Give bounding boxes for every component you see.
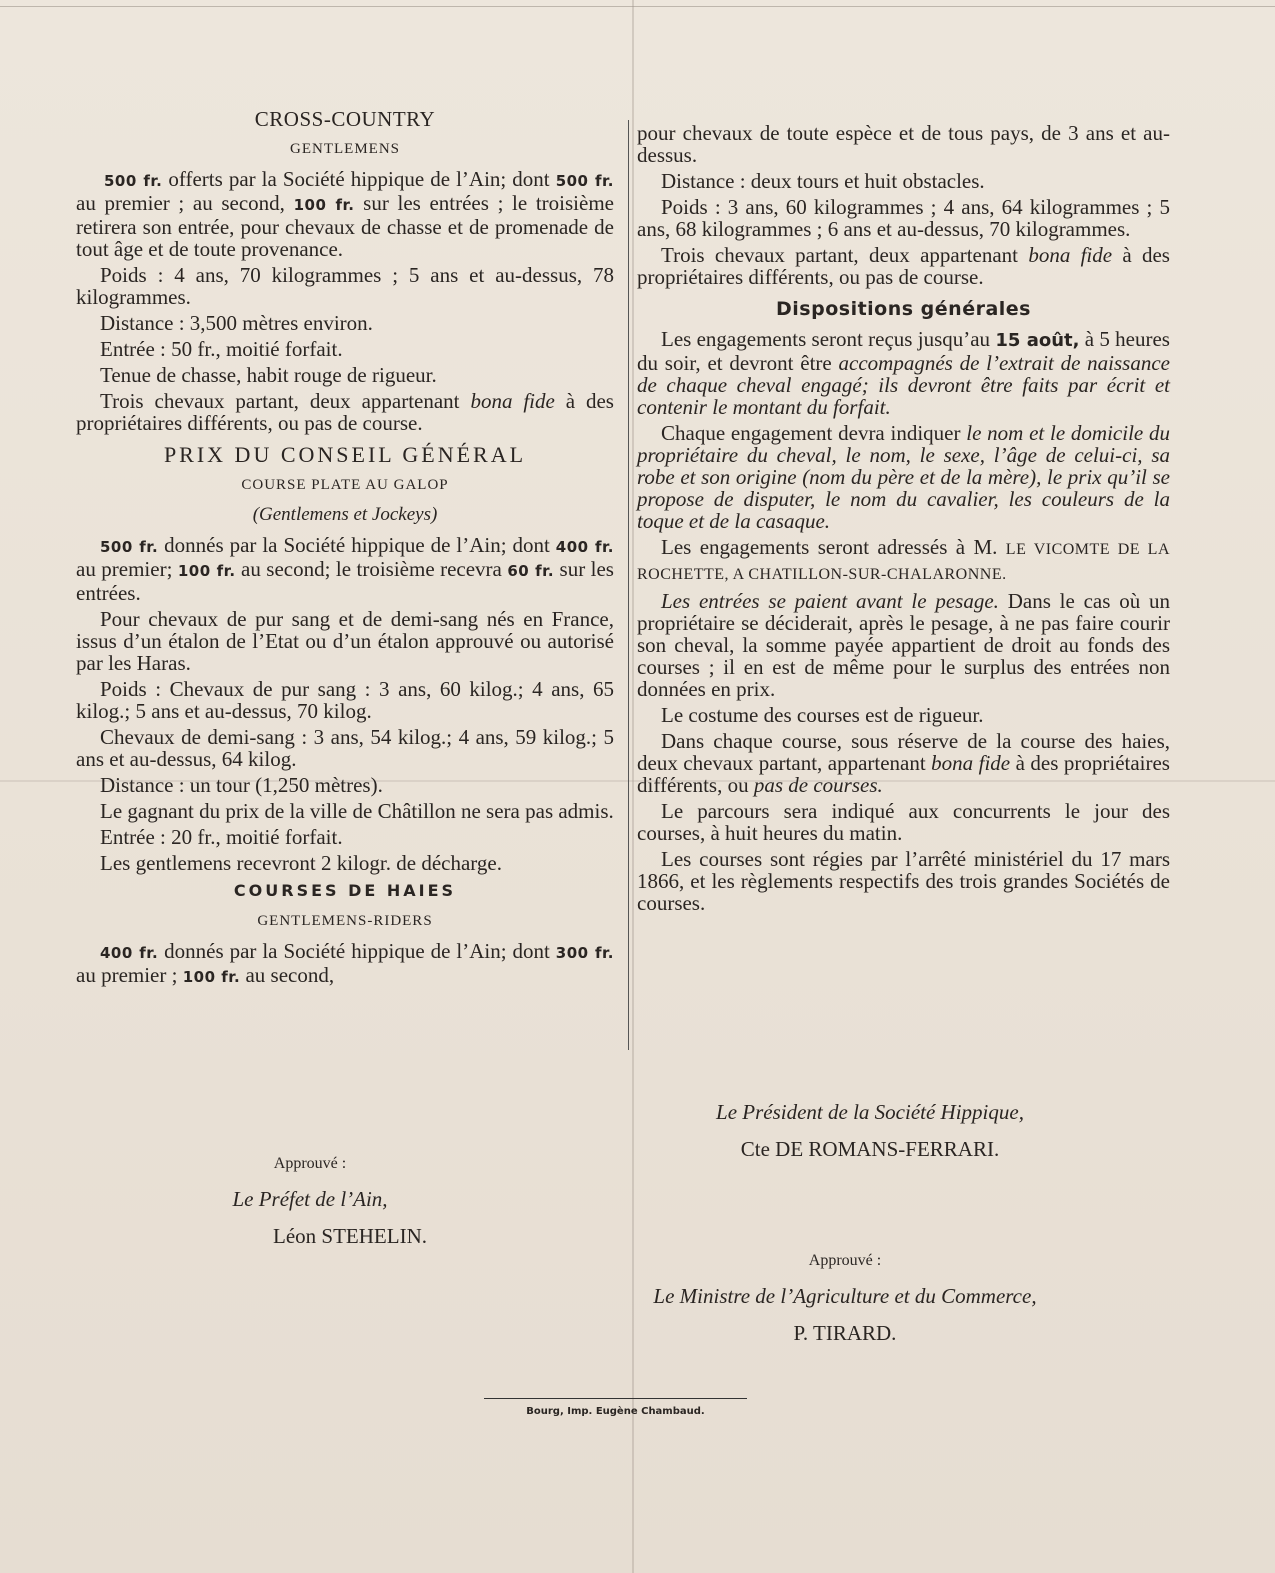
prix-title: PRIX DU CONSEIL GÉNÉRAL <box>163 442 527 467</box>
cross-country-prize: 500 fr. offerts par la Société hippique de l’Ain; dont 500 fr. au premier ; au second, 100 fr. sur les entrées ; le troisième retirera son entrée, pour chevaux de chasse et de promenade de tout âge et de toute provenance. <box>76 167 614 261</box>
disp-address: Les engagements seront adressés à M. LE VICOMTE DE LA ROCHETTE, A CHATILLON-SUR-CHALARONNE. <box>637 535 1171 583</box>
disp-deadline: Les engagements seront reçus jusqu’au 15 août, à 5 heures du soir, et devront être accompagnés de l’extrait de naissance de chaque cheval engagé; ils devront être faits par écrit et contenir le montant du forfait. <box>637 327 1170 419</box>
footer-rule <box>484 1398 747 1399</box>
printer-imprint: Bourg, Imp. Eugène Chambaud. <box>526 1406 705 1417</box>
prix-weights-demi-sang: Chevaux de demi-sang : 3 ans, 54 kilog.; 4 ans, 59 kilog.; 5 ans et au-dessus, 64 kilog. <box>76 725 614 771</box>
ministre-approval-label: Approuvé : <box>808 1252 882 1269</box>
prefet-signature <box>160 1155 460 1249</box>
haies-distance: Distance : deux tours et huit obstacles. <box>661 169 985 193</box>
president-signature <box>660 1100 1080 1162</box>
cross-country-rule: Trois chevaux partant, deux appartenant bona fide à des propriétaires différents, ou pas de course. <box>76 389 614 435</box>
prix-subtitle-italic: (Gentlemens et Jockeys) <box>252 504 438 525</box>
prix-weights-pur-sang: Poids : Chevaux de pur sang : 3 ans, 60 kilog.; 4 ans, 65 kilog.; 5 ans et au-dessus, 70 kilog. <box>76 677 614 723</box>
column-divider <box>628 120 629 1050</box>
cross-country-distance: Distance : 3,500 mètres environ. <box>100 311 373 335</box>
prefet-approval-label: Approuvé : <box>273 1155 347 1172</box>
cross-country-entry: Entrée : 50 fr., moitié forfait. <box>100 337 343 361</box>
prix-decharge: Les gentlemens recevront 2 kilogr. de décharge. <box>100 851 502 875</box>
president-role: Le Président de la Société Hippique, <box>716 1100 1024 1124</box>
top-edge-line <box>0 6 1275 7</box>
haies-title: COURSES DE HAIES <box>233 881 457 900</box>
prix-prize: 500 fr. donnés par la Société hippique de l’Ain; dont 400 fr. au premier; 100 fr. au second; le troisième recevra 60 fr. sur les entrées. <box>76 533 614 605</box>
prix-eligibility: Pour chevaux de pur sang et de demi-sang nés en France, issus d’un étalon de l’Etat ou d’un étalon approuvé ou autorisé par les Haras. <box>76 607 614 675</box>
cross-country-dress: Tenue de chasse, habit rouge de rigueur. <box>100 363 437 387</box>
haies-rule: Trois chevaux partant, deux appartenant bona fide à des propriétaires différents, ou pas de course. <box>637 243 1170 289</box>
prix-distance: Distance : un tour (1,250 mètres). <box>100 773 383 797</box>
dispositions-title: Dispositions générales <box>776 298 1031 320</box>
disp-bona-fide: Dans chaque course, sous réserve de la course des haies, deux chevaux partant, appartenant bona fide à des propriétaires différents, ou pas de courses. <box>637 729 1170 797</box>
right-column <box>637 122 1170 918</box>
ministre-signature <box>600 1252 1090 1346</box>
disp-content: Chaque engagement devra indiquer le nom et le domicile du propriétaire du cheval, le nom, le sexe, l’âge de celui-ci, sa robe et son origine (nom du père et de la mère), le prix qu’il se propose de disputer, le nom du cavalier, les couleurs de la toque et de la casaque. <box>637 421 1171 533</box>
cross-country-subtitle: GENTLEMENS <box>290 141 400 157</box>
prefet-name: Léon STEHELIN. <box>273 1224 427 1248</box>
ministre-role: Le Ministre de l’Agriculture et du Commerce, <box>653 1284 1037 1308</box>
prefet-role: Le Préfet de l’Ain, <box>232 1187 388 1211</box>
disp-costume: Le costume des courses est de rigueur. <box>661 703 984 727</box>
left-column <box>76 108 614 992</box>
president-name: Cte DE ROMANS-FERRARI. <box>740 1137 1000 1161</box>
cross-country-weights: Poids : 4 ans, 70 kilogrammes ; 5 ans et au-dessus, 78 kilogrammes. <box>76 263 614 309</box>
prix-entry: Entrée : 20 fr., moitié forfait. <box>100 825 343 849</box>
ministre-name: P. TIRARD. <box>793 1321 897 1345</box>
haies-prize: 400 fr. donnés par la Société hippique de l’Ain; dont 300 fr. au premier ; 100 fr. au second, <box>76 939 614 987</box>
cross-country-title: CROSS-COUNTRY <box>254 107 436 131</box>
disp-payment: Les entrées se paient avant le pesage. Dans le cas où un propriétaire se déciderait, après le pesage, à ne pas faire courir son cheval, la somme payée appartient de droit au fonds des courses ; il en est de même pour le surplus des entrées non données en prix. <box>637 589 1170 701</box>
disp-parcours: Le parcours sera indiqué aux concurrents le jour des courses, à huit heures du matin. <box>637 799 1170 845</box>
prix-subtitle: COURSE PLATE AU GALOP <box>241 477 449 493</box>
disp-regulations: Les courses sont régies par l’arrêté ministériel du 17 mars 1866, et les règlements respectifs des trois grandes Sociétés de courses. <box>637 847 1170 915</box>
haies-subtitle: GENTLEMENS-RIDERS <box>257 913 433 929</box>
haies-weights: Poids : 3 ans, 60 kilogrammes ; 4 ans, 64 kilogrammes ; 5 ans, 68 kilogrammes ; 6 ans et au-dessus, 70 kilogrammes. <box>637 195 1170 241</box>
prix-exclusion: Le gagnant du prix de la ville de Châtillon ne sera pas admis. <box>100 799 614 823</box>
haies-continuation: pour chevaux de toute espèce et de tous pays, de 3 ans et au-dessus. <box>637 121 1170 167</box>
